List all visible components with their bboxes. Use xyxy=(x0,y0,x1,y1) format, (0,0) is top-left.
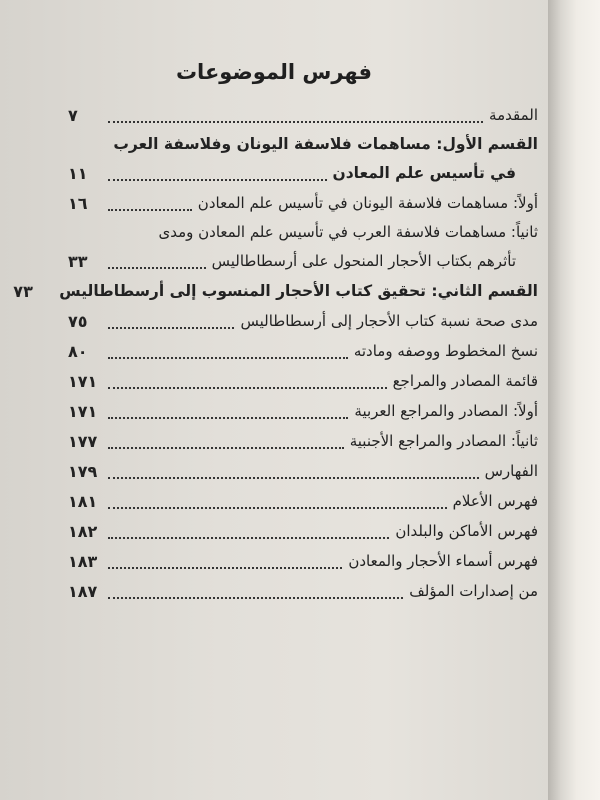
toc-entry-page: ٧٣ xyxy=(13,281,33,301)
dot-leader xyxy=(108,266,206,269)
toc-entry-text: المقدمة xyxy=(489,106,538,124)
dot-leader xyxy=(108,386,387,389)
dot-leader xyxy=(108,178,327,181)
toc-entry xyxy=(68,426,538,456)
toc-entry xyxy=(68,576,538,606)
toc-entry-text: تأثرهم بكتاب الأحجار المنحول على أرسطاطاليس xyxy=(211,252,516,270)
toc-entry-text: أولاً: المصادر والمراجع العربية xyxy=(354,402,538,420)
toc-entry-text: من إصدارات المؤلف xyxy=(409,582,538,600)
page-title: فهرس الموضوعات xyxy=(175,60,373,84)
page-edge-stack xyxy=(548,0,600,800)
toc-entry xyxy=(68,486,538,516)
toc-entry-page: ١٦ xyxy=(68,193,88,213)
toc-entry-page: ١٧٩ xyxy=(68,461,98,481)
toc-entry-text: فهرس الأعلام xyxy=(452,492,538,510)
toc-entry xyxy=(68,100,538,130)
toc-entry xyxy=(68,188,538,218)
toc-entry-text: الفهارس xyxy=(484,462,538,480)
toc-entry-page: ٨٠ xyxy=(68,341,88,361)
table-of-contents xyxy=(13,100,538,606)
toc-entry xyxy=(68,546,538,576)
toc-entry xyxy=(68,130,538,158)
toc-entry xyxy=(68,306,538,336)
toc-entry xyxy=(68,158,538,188)
dot-leader xyxy=(108,120,483,123)
toc-entry xyxy=(68,218,538,246)
dot-leader xyxy=(108,506,447,509)
toc-entry xyxy=(68,456,538,486)
toc-entry-page: ١٧١ xyxy=(68,371,98,391)
dot-leader xyxy=(108,326,234,329)
toc-entry xyxy=(68,366,538,396)
toc-entry-text: قائمة المصادر والمراجع xyxy=(392,372,538,390)
toc-entry-text: القسم الثاني: تحقيق كتاب الأحجار المنسوب إلى أرسطاطاليس xyxy=(59,282,538,300)
toc-entry-page: ١٨٧ xyxy=(68,581,98,601)
dot-leader xyxy=(108,446,344,449)
toc-entry-text: ثانياً: مساهمات فلاسفة العرب في تأسيس علم المعادن ومدى xyxy=(158,223,538,241)
dot-leader xyxy=(108,566,342,569)
toc-entry-text: فهرس أسماء الأحجار والمعادن xyxy=(348,552,538,570)
toc-entry-page: ١٨٣ xyxy=(68,551,98,571)
toc-entry-page: ١٨١ xyxy=(68,491,98,511)
toc-entry-page: ١٧١ xyxy=(68,401,98,421)
toc-entry-page: ٧ xyxy=(68,105,78,125)
toc-entry-page: ٧٥ xyxy=(68,311,88,331)
dot-leader xyxy=(108,356,348,359)
toc-entry xyxy=(68,396,538,426)
dot-leader xyxy=(108,536,389,539)
toc-entry-text: في تأسيس علم المعادن xyxy=(332,164,516,182)
toc-entry-text: القسم الأول: مساهمات فلاسفة اليونان وفلاسفة العرب xyxy=(113,135,538,153)
toc-entry-page: ١٨٢ xyxy=(68,521,98,541)
toc-entry-page: ١٧٧ xyxy=(68,431,98,451)
toc-entry xyxy=(68,246,538,276)
toc-entry-text: أولاً: مساهمات فلاسفة اليونان في تأسيس علم المعادن xyxy=(197,194,538,212)
toc-entry xyxy=(68,336,538,366)
dot-leader xyxy=(108,596,403,599)
toc-entry-text: ثانياً: المصادر والمراجع الأجنبية xyxy=(349,432,538,450)
dot-leader xyxy=(108,416,348,419)
dot-leader xyxy=(108,476,479,479)
toc-entry xyxy=(13,276,538,306)
toc-entry xyxy=(68,516,538,546)
dot-leader xyxy=(108,208,192,211)
toc-entry-page: ١١ xyxy=(68,163,88,183)
toc-entry-text: فهرس الأماكن والبلدان xyxy=(395,522,538,540)
toc-entry-text: نسخ المخطوط ووصفه ومادته xyxy=(353,342,538,360)
toc-entry-page: ٣٣ xyxy=(68,251,88,271)
toc-entry-text: مدى صحة نسبة كتاب الأحجار إلى أرسطاطاليس xyxy=(240,312,538,330)
